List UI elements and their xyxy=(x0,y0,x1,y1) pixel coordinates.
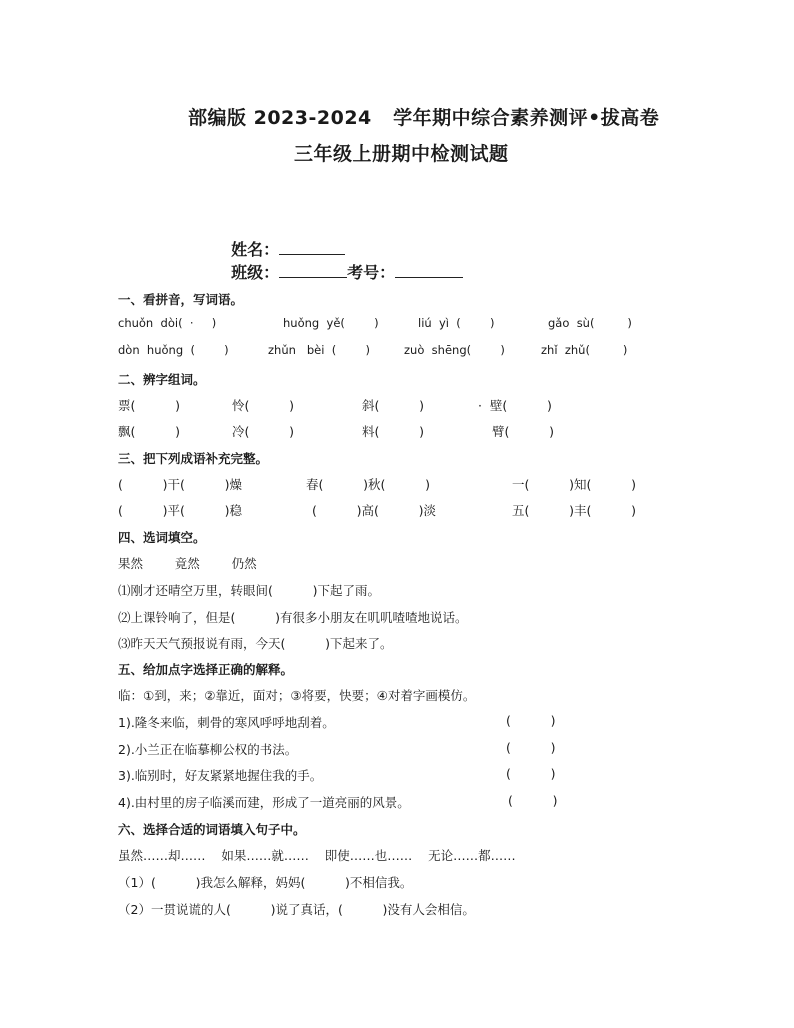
class-blank[interactable] xyxy=(279,263,347,278)
question-item: ⑵上课铃响了，但是( )有很多小朋友在叽叽喳喳地说话。 xyxy=(118,610,468,625)
section-1-title: 一、看拼音，写词语。 xyxy=(118,292,244,307)
question-item: 3).临别时，好友紧紧地握住我的手。 xyxy=(118,768,323,783)
word-item: 臂( ) xyxy=(492,424,554,439)
word-choices: 虽然……却…… 如果……就…… 即使……也…… 无论……都…… xyxy=(118,848,516,863)
exam-no-label: 考号： xyxy=(347,263,396,282)
pinyin-item: gǎo sù( ) xyxy=(548,316,632,330)
section-4-title: 四、选词填空。 xyxy=(118,530,206,545)
question-item: ⑴刚才还晴空万里，转眼间( )下起了雨。 xyxy=(118,583,380,598)
student-info-line xyxy=(220,218,463,283)
exam-no-blank[interactable] xyxy=(395,263,463,278)
idiom-item: 春( )秋( ) xyxy=(306,477,430,492)
definition-line: 临：①到，来；②靠近，面对；③将要，快要；④对着字画模仿。 xyxy=(118,688,476,703)
word-item: · 壁( ) xyxy=(478,398,552,413)
answer-blank[interactable]: ( ) xyxy=(508,793,558,808)
question-item: 4).由村里的房子临溪而建，形成了一道亮丽的风景。 xyxy=(118,795,410,810)
answer-blank[interactable]: ( ) xyxy=(506,766,556,781)
word-item: 冷( ) xyxy=(232,424,294,439)
idiom-item: 一( )知( ) xyxy=(512,477,636,492)
idiom-item: 五( )丰( ) xyxy=(512,503,636,518)
question-item: （1）( )我怎么解释，妈妈( )不相信我。 xyxy=(118,875,413,890)
pinyin-item: zhǐ zhǔ( ) xyxy=(541,343,628,357)
name-label: 姓名： xyxy=(231,240,280,259)
answer-blank[interactable]: ( ) xyxy=(506,740,556,755)
exam-subtitle: 三年级上册期中检测试题 xyxy=(294,143,509,165)
pinyin-item: chuǒn dòi( · ) xyxy=(118,316,217,330)
pinyin-item: dòn huǒng ( ) xyxy=(118,343,229,357)
section-3-title: 三、把下列成语补充完整。 xyxy=(118,451,269,466)
idiom-item: ( )平( )稳 xyxy=(118,503,242,518)
question-item: ⑶昨天天气预报说有雨，今天( )下起来了。 xyxy=(118,636,393,651)
question-item: 2).小兰正在临摹柳公权的书法。 xyxy=(118,742,298,757)
word-item: 怜( ) xyxy=(232,398,294,413)
pinyin-item: huǒng yě( ) xyxy=(283,316,379,330)
word-item: 斜( ) xyxy=(362,398,424,413)
idiom-item: ( )高( )淡 xyxy=(312,503,436,518)
pinyin-item: zuò shēng( ) xyxy=(404,343,505,357)
question-item: （2）一贯说谎的人( )说了真话，( )没有人会相信。 xyxy=(118,902,475,917)
section-6-title: 六、选择合适的词语填入句子中。 xyxy=(118,822,306,837)
exam-title: 部编版 2023-2024 学年期中综合素养测评•拔高卷 xyxy=(188,107,660,129)
class-label: 班级： xyxy=(231,263,280,282)
word-choices: 果然 竟然 仍然 xyxy=(118,556,257,571)
pinyin-item: liú yì ( ) xyxy=(418,316,495,330)
section-5-title: 五、给加点字选择正确的解释。 xyxy=(118,662,294,677)
answer-blank[interactable]: ( ) xyxy=(506,713,556,728)
word-item: 料( ) xyxy=(362,424,424,439)
name-blank[interactable] xyxy=(279,240,345,255)
question-item: 1).隆冬来临，刺骨的寒风呼呼地刮着。 xyxy=(118,715,335,730)
section-2-title: 二、辨字组词。 xyxy=(118,372,206,387)
pinyin-item: zhǔn bèi ( ) xyxy=(268,343,370,357)
idiom-item: ( )干( )燥 xyxy=(118,477,242,492)
word-item: 飘( ) xyxy=(118,424,180,439)
word-item: 票( ) xyxy=(118,398,180,413)
